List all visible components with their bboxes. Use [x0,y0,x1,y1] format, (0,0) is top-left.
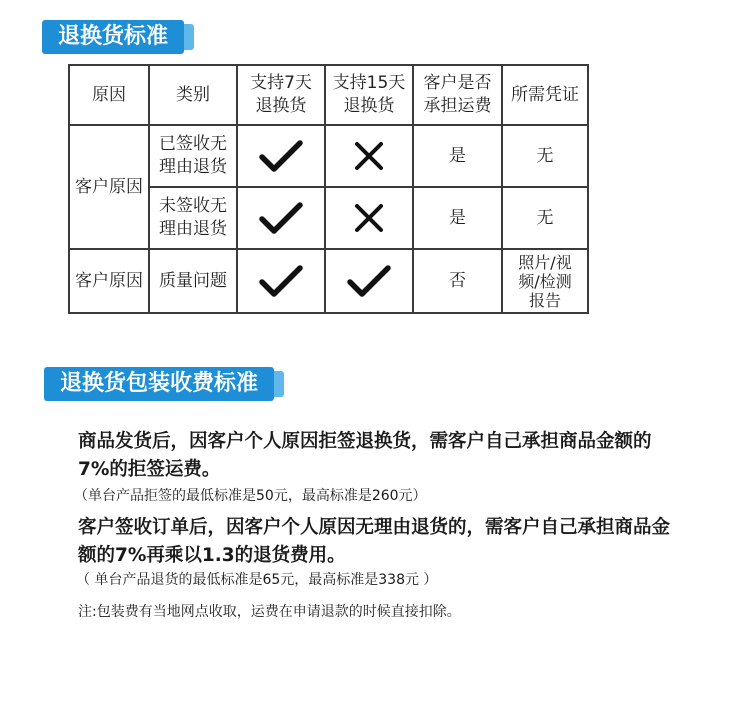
header-category: 类别 [149,65,237,125]
cell-customer-pays: 否 [413,249,502,313]
cell-category: 质量问题 [149,249,237,313]
header-support-15-days: 支持15天 退换货 [325,65,413,125]
cell-reason: 客户原因 [69,249,149,313]
check-icon [259,201,303,235]
cell-support-15 [325,125,413,187]
header-support-7-days: 支持7天 退换货 [237,65,325,125]
cell-customer-pays: 是 [413,187,502,249]
cell-category: 已签收无 理由退货 [149,125,237,187]
return-fee-note: （ 单台产品退货的最低标准是65元，最高标准是338元 ） [76,572,438,588]
cell-proof: 无 [502,125,588,187]
check-icon [259,264,303,298]
cell-reason: 客户原因 [69,125,149,249]
cell-category: 未签收无 理由退货 [149,187,237,249]
cell-support-7 [237,187,325,249]
check-icon [347,264,391,298]
table-header-row [69,65,588,125]
cross-icon [352,139,386,173]
table-row [69,249,588,313]
cell-support-7 [237,125,325,187]
header-required-proof: 所需凭证 [502,65,588,125]
cell-support-7 [237,249,325,313]
cell-support-15 [325,249,413,313]
refusal-fee-note: （单台产品拒签的最低标准是50元，最高标准是260元） [74,488,427,504]
return-policy-table [68,64,589,314]
cell-proof: 无 [502,187,588,249]
cross-icon [352,201,386,235]
check-icon [259,139,303,173]
cell-proof: 照片/视 频/检测 报告 [502,249,588,313]
table-row [69,125,588,187]
section-title-packaging-fee: 退换货包装收费标准 [44,367,274,401]
return-fee-paragraph: 客户签收订单后，因客户个人原因无理由退货的，需客户自己承担商品金额的7%再乘以1.3的退货费用。 [78,517,671,566]
header-customer-pays-shipping: 客户是否 承担运费 [413,65,502,125]
cell-customer-pays: 是 [413,125,502,187]
cell-support-15 [325,187,413,249]
header-reason: 原因 [69,65,149,125]
section-title-return-standard: 退换货标准 [42,20,184,54]
footnote: 注:包装费有当地网点收取，运费在申请退款的时候直接扣除。 [78,604,461,620]
refusal-fee-paragraph: 商品发货后，因客户个人原因拒签退换货，需客户自己承担商品金额的7%的拒签运费。 [78,431,652,480]
